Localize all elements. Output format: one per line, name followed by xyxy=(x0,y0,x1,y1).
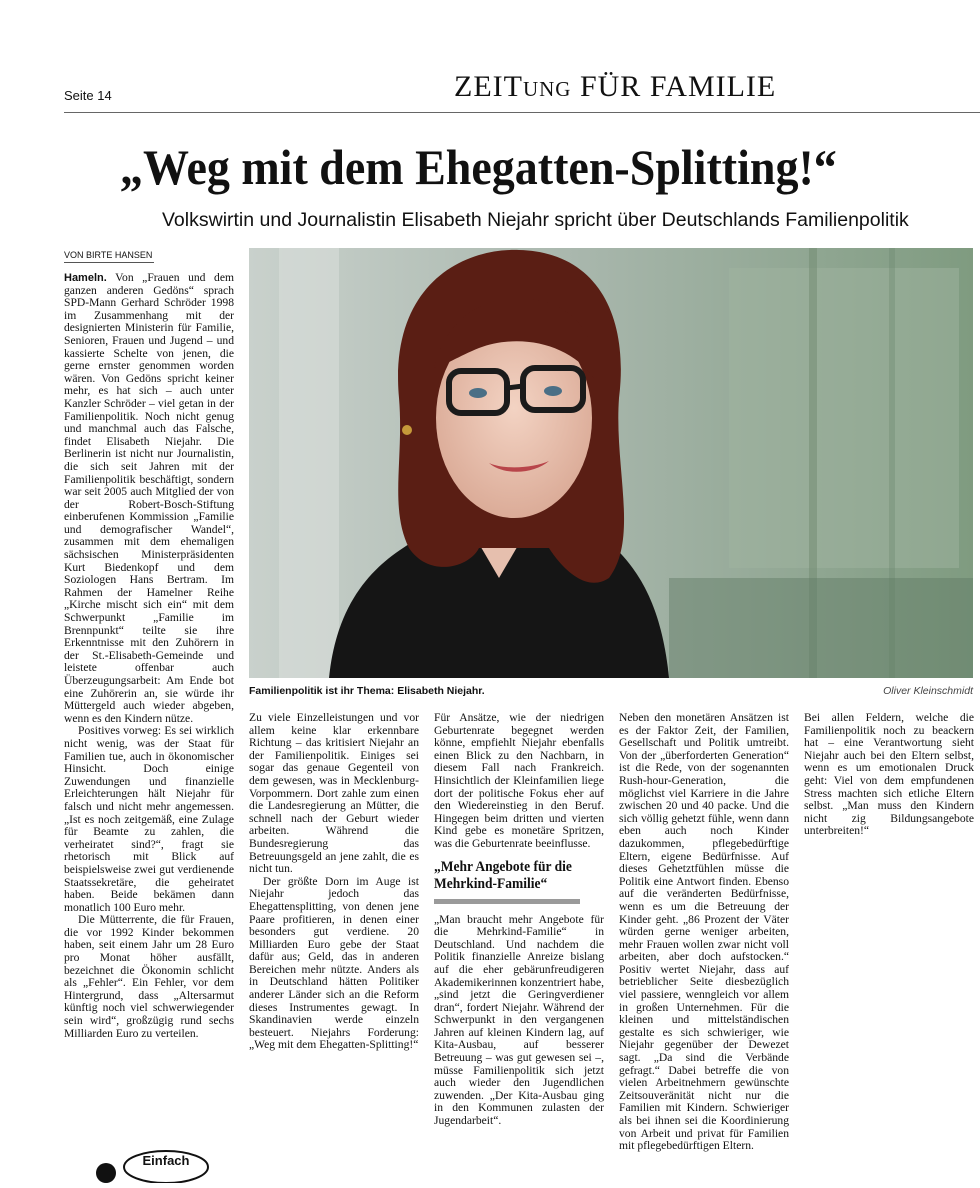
paragraph: Bei allen Feldern, welche die Familienpolitik noch zu beackern hat – eine Verantwortung sieht Niejahr auch bei den Eltern selbst, wenn es um emotionalen Druck geht: Viel von dem empfundenen Stress machten sich etliche Eltern selbst. „Man muss den Kindern nicht zig Bildungsangebote unterbreiten!“ xyxy=(804,712,974,838)
portrait-illustration xyxy=(249,248,973,678)
article-column-5 xyxy=(804,712,974,1152)
paragraph: Positives vorweg: Es sei wirklich nicht wenig, was der Staat für Familien tue, auch in ökonomischer Hinsicht. Doch einige Zuwendungen und finanzielle Erleichterungen hält Niejahr für falsch und nicht mehr angemessen. „Ist es noch zeitgemäß, eine Zulage für Beamte zu zahlen, die verheiratet sind?“, fragt sie rhetorisch mit Blick auf beispielsweise zwei gut verdienende Staatssekretäre, die geheiratet haben. Beide bekämen dann monatlich 100 Euro mehr. xyxy=(64,724,234,914)
paragraph: Neben den monetären Ansätzen ist es der Faktor Zeit, der Familien, Gesellschaft und Politik umtreibt. Von der „überforderten Generation“ ist die Rede, von der sogenannten Rush-hour-Generation, die möglichst viel Karriere in die Jahre zwischen 20 und 40 packe. Und die sich völlig gehetzt fühle, wenn dann eben auch noch Kinder dazukommen, pflegebedürftige Eltern, eigene Bedürfnisse. Auf dieses Gehetztfühlen müsse die Politik eine Antwort finden. Ebenso auf die veränderten Bedürfnisse, wenn es um die Betreuung der Kinder geht. „86 Prozent der Väter würden gerne weniger arbeiten, mehr Frauen wollen zwar nicht voll arbeiten, aber doch aufstocken.“ Positiv wertet Niejahr, dass auf betrieblicher Seite diesbezüglich viel passiere, wenngleich vor allem in großen Unternehmen. Für die kleinen und mittelständischen gestalte es sich schwieriger, wie Niejahr gegenüber der Dewezet sagt. „Da sind die Verbände gefragt.“ Dabei betreffe die von vielen Arbeitnehmern gewünschte Zeitsouveränität nicht nur die Familien mit Kindern. Schwieriger als bei ihnen sei die Koordinierung von Arbeit und privat für Familien mit pflegebedürftigen Eltern. xyxy=(619,712,789,1153)
paragraph: Für Ansätze, wie der niedrigen Geburtenrate begegnet werden könne, empfiehlt Niejahr ebenfalls einen Blick zu den Nachbarn, in diesem Fall nach Frankreich. Hinsichtlich der Kleinfamilien liege dort der politische Fokus eher auf den Wiedereinstieg in den Beruf. Hingegen beim dritten und vierten Kind gebe es monetäre Spritzen, was die Geburtenrate beeinflusse. xyxy=(434,712,604,850)
headline: „Weg mit dem Ehegatten-Splitting!“ xyxy=(119,139,837,195)
paragraph: Von „Frauen und dem ganzen anderen Gedöns“ sprach SPD-Mann Gerhard Schröder 1998 im Zusammenhang mit der designierten Ministerin für Familie, Senioren, Frauen und Jugend – und kassierte Schelte von jenen, die gerne ernster genommen worden wären. Von Gedöns spricht keiner mehr, es hat sich – auch unter Kanzler Schröder – viel getan in der Familienpolitik. Noch nicht genug und manchmal auch das Falsche, findet Elisabeth Niejahr. Die Berlinerin ist nicht nur Journalistin, die sich seit Jahren mit der Familienpolitik beschäftigt, sondern war seit 2005 auch Mitglied der von der Robert-Bosch-Stiftung einberufenen Kommission „Familie und demografischer Wandel“, zusammen mit dem ehemaligen sächsischen Ministerpräsidenten Kurt Biedenkopf und dem Soziologen Hans Bertram. Im Rahmen der Hamelner Reihe „Kirche mischt sich ein“ mit dem Schwerpunkt „Familie im Brennpunkt“ teilte sie ihre Erkenntnisse mit den Zuhörern in der St.-Elisabeth-Gemeinde und leistete offenbar auch Überzeugungsarbeit: Am Ende bot eine Zuhörerin an, sie würde ihr Müttergeld auch wieder abgeben, wenn es den Kindern nütze. xyxy=(64,272,234,725)
header-rule xyxy=(64,112,980,113)
article-column-3 xyxy=(434,712,604,1160)
article-column-4 xyxy=(619,712,789,1160)
photo-caption: Familienpolitik ist ihr Thema: Elisabeth Niejahr. xyxy=(249,685,485,697)
einfach-logo xyxy=(92,1143,212,1183)
paragraph: Der größte Dorn im Auge ist Niejahr jedoch das Ehegattensplitting, von denen jene Paare profitieren, in denen einer besonders gut verdiene. 20 Milliarden Euro gebe der Staat dafür aus; Geld, das in anderen Bereichen mehr nützte. Anders als in Deutschland hätten Politiker anderer Länder sich an die Reform dieses Instrumentes gewagt. In Skandinavien werde einzeln besteuert. Niejahrs Forderung: „Weg mit dem Ehegatten-Splitting!“ xyxy=(249,874,419,1052)
byline: VON BIRTE HANSEN xyxy=(64,250,154,263)
section-title: ZEITung FÜR FAMILIE xyxy=(454,70,777,103)
crosshead-bar xyxy=(434,899,580,904)
stamp-text: Einfach xyxy=(142,1153,190,1168)
dateline: Hameln. xyxy=(64,272,107,284)
subheadline: Volkswirtin und Journalistin Elisabeth Niejahr spricht über Deutschlands Familienpolitik xyxy=(162,209,909,231)
article-column-2 xyxy=(249,712,419,1160)
photo-credit: Oliver Kleinschmidt xyxy=(883,685,973,697)
crosshead: „Mehr Angebote für die Mehrkind-Familie“ xyxy=(434,858,572,892)
article-column-1 xyxy=(64,272,234,1154)
portrait-photo xyxy=(249,248,973,678)
page-number: Seite 14 xyxy=(64,88,112,103)
paragraph: Zu viele Einzelleistungen und vor allem keine klar erkennbare Richtung – das kritisiert Niejahr an der Familienpolitik. Einiges sei sogar das genaue Gegenteil von dem gewesen, was in Mecklenburg-Vorpommern. Dort zahle zum einen die Landesregierung an Mütter, die schnell nach der Geburt wieder arbeiten. Während die Bundesregierung das Betreuungsgeld an jene zahlt, die es nicht tun. xyxy=(249,712,419,876)
section-masthead xyxy=(454,70,776,104)
paragraph: „Man braucht mehr Angebote für die Mehrkind-Familie“ in Deutschland. Und nachdem die Politik finanzielle Anreize bislang auf die eher gebärunfreudigeren Akademikerinnen konzentriert habe, „sind jetzt die Geringverdiener dran“, fordert Niejahr. Während der Schwerpunkt in den vergangenen Jahren auf kleinen Kindern lag, auf Kita-Ausbau, auf besserer Betreuung – was gut gewesen sei –, müsse Familienpolitik sich jetzt auch wieder den Jugendlichen zuwenden. „Der Kita-Ausbau ging in den Kommunen zulasten der Jugendarbeit“. xyxy=(434,912,604,1128)
paragraph: Die Mütterrente, die für Frauen, die vor 1992 Kinder bekommen haben, seit einem Jahr um 28 Euro pro Monat höher ausfällt, bezeichnet die Ökonomin schlicht als „Fehler“. Ein Fehler, vor dem Hintergrund, dass „Altersarmut künftig noch viel schwerwiegender sein wird“, großzügig rund sechs Milliarden Euro zu verteilen. xyxy=(64,913,234,1040)
